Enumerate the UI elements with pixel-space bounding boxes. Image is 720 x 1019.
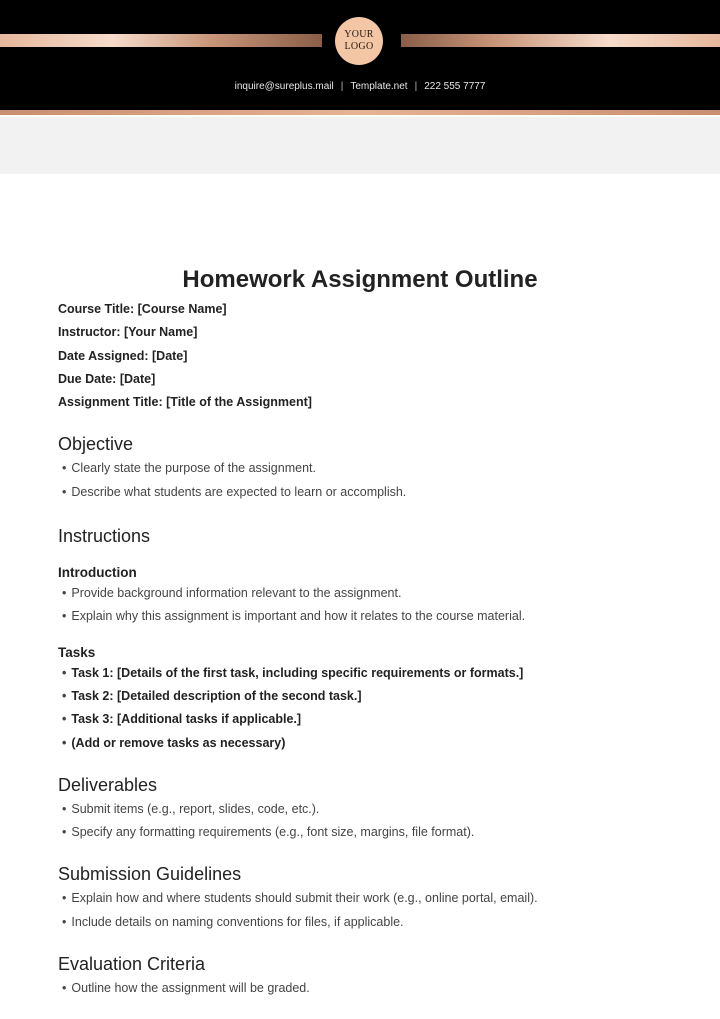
evaluation-heading: Evaluation Criteria [58, 954, 206, 975]
contact-phone: 222 555 7777 [424, 81, 486, 92]
meta-assignment-title: Assignment Title: [Title of the Assignment] [58, 395, 312, 410]
evaluation-list [58, 979, 698, 1002]
contact-separator: | [414, 81, 418, 92]
list-item: • Provide background information relevant to the assignment. [58, 584, 698, 607]
list-item: • Submit items (e.g., report, slides, code, etc.). [58, 800, 698, 823]
logo [335, 17, 383, 65]
submission-heading: Submission Guidelines [58, 864, 242, 885]
header-band [0, 117, 720, 174]
meta-instructor: Instructor: [Your Name] [58, 325, 198, 340]
contact-email: inquire@sureplus.mail [234, 81, 334, 92]
contact-website: Template.net [350, 81, 408, 92]
list-item: • Describe what students are expected to learn or accomplish. [58, 483, 698, 506]
logo-line-1: YOUR [344, 29, 374, 40]
submission-list [58, 889, 698, 936]
list-item: • (Add or remove tasks as necessary) [58, 734, 698, 757]
list-item: • Explain why this assignment is important and how it relates to the course material. [58, 607, 698, 630]
deliverables-heading: Deliverables [58, 774, 158, 795]
document-title: Homework Assignment Outline [182, 266, 538, 293]
objective-heading: Objective [58, 434, 134, 455]
list-item: • Outline how the assignment will be graded. [58, 979, 698, 1002]
decorative-bar-left [0, 34, 322, 47]
list-item: • Task 1: [Details of the first task, including specific requirements or formats.] [58, 664, 698, 687]
tasks-list [58, 664, 698, 757]
letterhead [0, 0, 720, 110]
list-item: • Task 3: [Additional tasks if applicable.] [58, 710, 698, 733]
logo-line-2: LOGO [344, 41, 374, 52]
list-item: • Explain how and where students should submit their work (e.g., online portal, email). [58, 889, 698, 912]
list-item: • Include details on naming conventions for files, if applicable. [58, 913, 698, 936]
introduction-list [58, 584, 698, 631]
instructions-heading: Instructions [58, 526, 151, 547]
list-item: • Specify any formatting requirements (e.g., font size, margins, file format). [58, 823, 698, 846]
meta-block [58, 300, 698, 416]
header-rule [0, 110, 720, 115]
meta-course-title: Course Title: [Course Name] [58, 302, 227, 316]
objective-list [58, 459, 698, 506]
decorative-bar-right [401, 34, 720, 47]
document-body [58, 300, 698, 1002]
deliverables-list [58, 800, 698, 847]
introduction-heading: Introduction [58, 565, 137, 581]
meta-date-assigned: Date Assigned: [Date] [58, 348, 188, 363]
list-item: • Task 2: [Detailed description of the second task.] [58, 687, 698, 710]
list-item: • Clearly state the purpose of the assignment. [58, 459, 698, 482]
contact-separator: | [340, 81, 344, 92]
tasks-heading: Tasks [58, 644, 96, 660]
contact-line [0, 81, 720, 92]
meta-due-date: Due Date: [Date] [58, 371, 156, 386]
